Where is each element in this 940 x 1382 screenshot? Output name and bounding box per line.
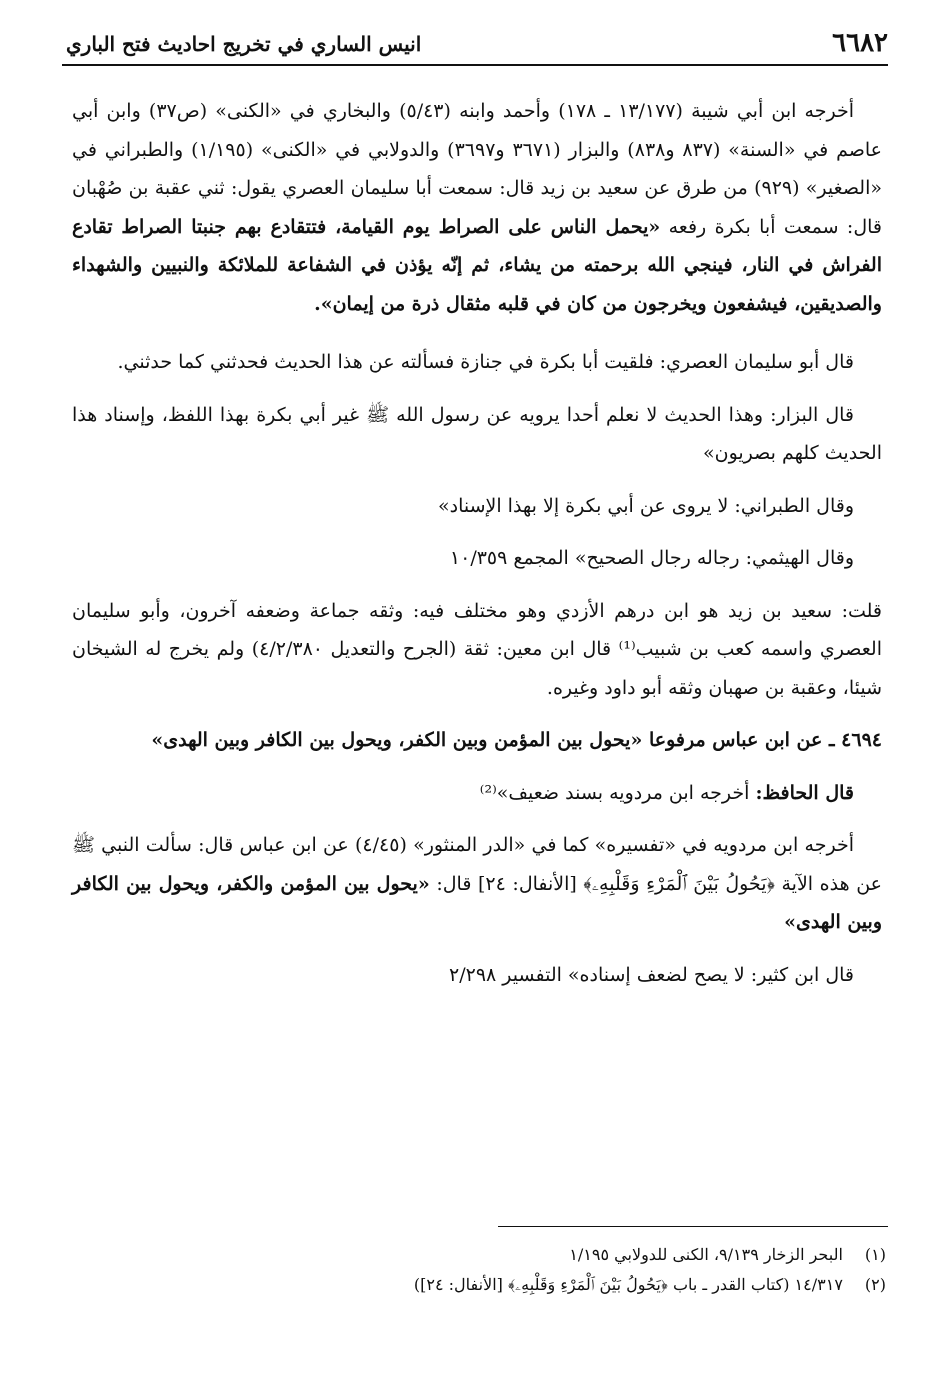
header-rule [62, 64, 888, 66]
paragraph-hafiz [72, 774, 882, 813]
footnote-1 [72, 1240, 886, 1270]
footnote-rule [498, 1226, 888, 1227]
paragraph-ibn-kathir: قال ابن كثير: لا يصح لضعف إسناده» التفسير ٢/٢٩٨ [449, 963, 854, 986]
hadith-text: «يحمل الناس على الصراط يوم القيامة، فتتقادع بهم جنبتا الصراط تقادع الفراش في النار، فينجي الله برحمته من يشاء، ثم إنّه يؤذن في الشفاعة للملائكة والنبيين والشهداء والصديقين، فيشفعون ويخرجون من كان في قلبه مثقال ذرة من إيمان». [72, 215, 882, 315]
hadith-text: «يحول بين المؤمن والكفر، ويحول بين الكافر وبين الهدى» [72, 872, 882, 933]
paragraph-bazzar: قال البزار: وهذا الحديث لا نعلم أحدا يرويه عن رسول الله ﷺ غير أبي بكرة بهذا اللفظ، وإسناد هذا الحديث كلهم بصريون» [72, 403, 882, 464]
hafiz-text: أخرجه ابن مردويه بسند ضعيف»⁽²⁾ [479, 781, 756, 804]
hadith-4694 [72, 721, 882, 760]
footnotes [72, 1240, 886, 1300]
page-number: ٦٦٨٢ [832, 28, 888, 58]
paragraph-haythami: وقال الهيثمي: رجاله رجال الصحيح» المجمع ١٠/٣٥٩ [449, 547, 854, 569]
paragraph-qultu: قلت: سعيد بن زيد هو ابن درهم الأزدي وهو مختلف فيه: وثقه جماعة وضعفه آخرون، وأبو سليمان العصري واسمه كعب بن شبيب⁽¹⁾ قال ابن معين: ثقة (الجرح والتعديل ٤/٢/٣٨٠) ولم يخرج له الشيخان شيئا، وعقبة بن صهبان وثقه أبو داود وغيره. [72, 599, 883, 699]
paragraph-ibn-mardawayh [72, 826, 882, 942]
footnote-2 [72, 1270, 886, 1300]
paragraph-abu-sulayman: قال أبو سليمان العصري: فلقيت أبا بكرة في جنازة فسألته عن هذا الحديث فحدثني كما حدثني. [117, 351, 854, 373]
hafiz-label: قال الحافظ: [755, 781, 854, 804]
paragraph-text: أخرجه ابن أبي شيبة (١٣/١٧٧ ـ ١٧٨) وأحمد وابنه (٥/٤٣) والبخاري في «الكنى» (ص٣٧) وابن أبي عاصم في «السنة» (٨٣٧ و٨٣٨) والبزار (٣٦٧١ و٣٦٩٧) والدولابي في «الكنى» (١/١٩٥) والطبراني في «الصغير» (٩٢٩) من طرق عن سعيد بن زيد قال: سمعت أبا سليمان العصري يقول: ثني عقبة بن صُهْبان قال: سمعت أبا بكرة رفعه [72, 100, 882, 238]
hadith-text: ٤٦٩٤ ـ عن ابن عباس مرفوعا «يحول بين المؤمن وبين الكفر، ويحول بين الكافر وبين الهدى» [151, 729, 882, 751]
footnote-text: ١٤/٣١٧ (كتاب القدر ـ باب ﴿يَحُولُ بَيْنَ ٱلْمَرْءِ وَقَلْبِهِۦ﴾ [الأنفال: ٢٤]) [413, 1275, 843, 1294]
main-text [72, 92, 882, 1008]
page-header [62, 26, 888, 66]
footnote-text: البحر الزخار ٩/١٣٩، الكنى للدولابي ١/١٩٥ [569, 1245, 843, 1264]
footnote-number: (٢) [864, 1275, 886, 1294]
running-title: انيس الساري في تخريج احاديث فتح الباري [66, 32, 422, 56]
paragraph-tabarani: وقال الطبراني: لا يروى عن أبي بكرة إلا بهذا الإسناد» [437, 494, 854, 517]
footnote-number: (١) [864, 1245, 886, 1264]
paragraph-text: أخرجه ابن مردويه في «تفسيره» كما في «الدر المنثور» (٤/٤٥) عن ابن عباس قال: سألت النبي ﷺ عن هذه الآية ﴿يَحُولُ بَيْنَ ٱلْمَرْءِ وَقَلْبِهِۦ﴾ [الأنفال: ٢٤] قال: [72, 834, 882, 895]
paragraph-takhrij [72, 92, 882, 323]
